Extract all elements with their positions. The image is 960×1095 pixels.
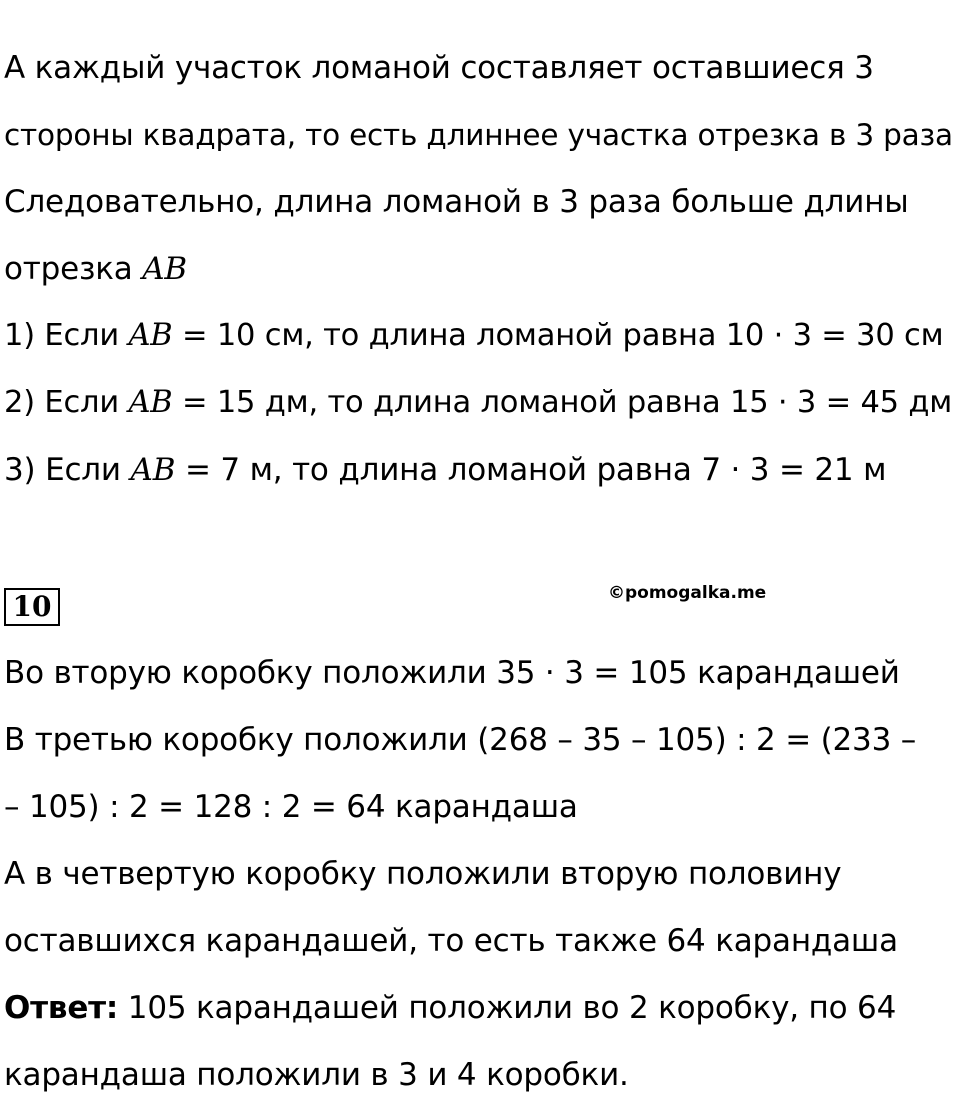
answer-line-1 [4,988,896,1028]
case-1-suffix: = 10 см, то длина ломаной равна 10 · 3 = 30 см [172,318,944,353]
segment-label: AB [142,251,188,287]
text-line-4 [4,249,187,289]
task-line-1: Во вторую коробку положили 35 · 3 = 105 карандашей [4,655,900,691]
case-1-prefix: 1) Если [4,318,129,353]
task-line-5: оставшихся карандашей, то есть также 64 карандаша [4,923,898,959]
case-2-prefix: 2) Если [4,385,129,420]
case-3-line [4,450,886,490]
segment-label: AB [130,452,176,488]
case-2-line [4,383,952,423]
answer-label: Ответ: [4,990,119,1026]
text-line-3: Следовательно, длина ломаной в 3 раза больше длины [4,184,909,220]
task-line-2: В третью коробку положили (268 – 35 – 105) : 2 = (233 – [4,722,917,758]
case-3-prefix: 3) Если [4,452,131,488]
text-line-2: стороны квадрата, то есть длиннее участка отрезка в 3 раза [4,118,953,152]
case-3-suffix: = 7 м, то длина ломаной равна 7 · 3 = 21 м [175,452,887,488]
task-number-box: 10 [4,588,60,626]
task-line-4: А в четвертую коробку положили вторую половину [4,856,842,892]
text-line-1: А каждый участок ломаной составляет оставшиеся 3 [4,50,874,86]
case-2-suffix: = 15 дм, то длина ломаной равна 15 · 3 = 45 дм [172,385,953,420]
answer-line-2: карандаша положили в 3 и 4 коробки. [4,1057,629,1093]
task-line-3: – 105) : 2 = 128 : 2 = 64 карандаша [4,789,578,825]
segment-label: AB [128,385,173,420]
answer-text-1: 105 карандашей положили во 2 коробку, по 64 [118,990,897,1026]
segment-label: AB [128,318,173,353]
text-line-4-label: отрезка [4,251,143,287]
watermark: ©pomogalka.me [608,583,767,603]
case-1-line [4,316,943,356]
